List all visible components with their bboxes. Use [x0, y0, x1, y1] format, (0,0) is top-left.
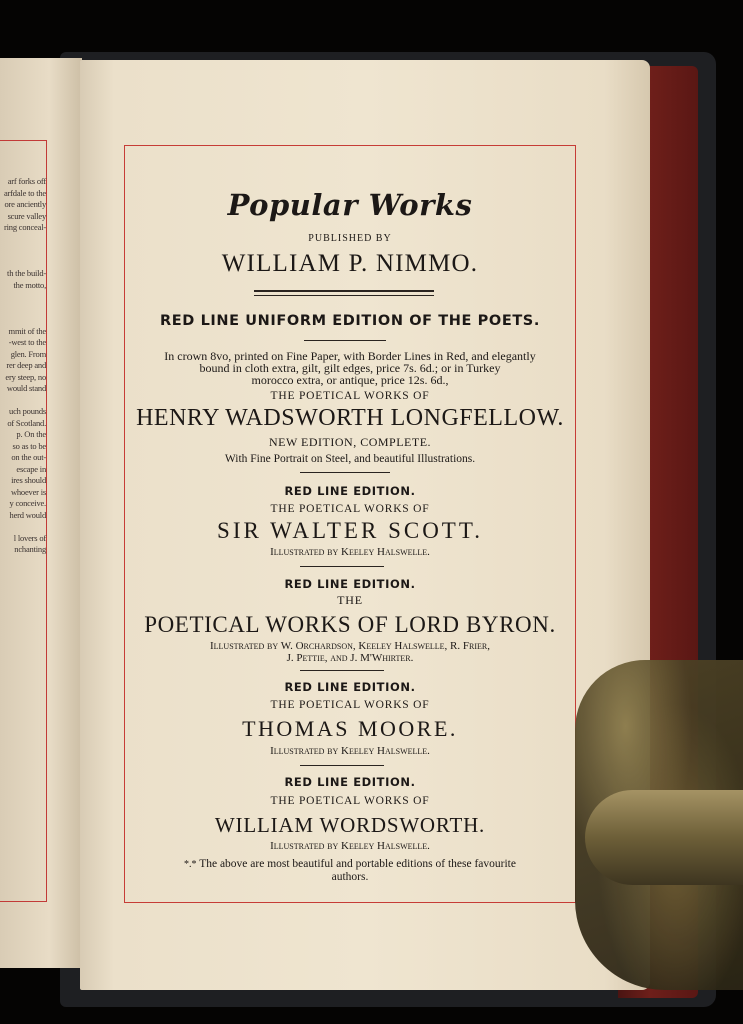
poetical-works-label-3: THE	[337, 593, 363, 607]
longfellow-illustrations: With Fine Portrait on Steel, and beautiful Illustrations.	[224, 453, 476, 465]
scott-illustrated-text: Illustrated by Keeley Halswelle.	[270, 546, 430, 558]
description-line-3: morocco extra, or antique, price 12s. 6d.,	[251, 373, 449, 387]
published-by: PUBLISHED BY	[308, 233, 392, 244]
rule-4	[300, 765, 384, 766]
byron-illustrated-text: Illustrated by W. Orchardson, Keeley Halswelle, R. Frier,	[209, 640, 490, 652]
red-line-edition-wordsworth: RED LINE EDITION.	[284, 775, 416, 789]
poet-wordsworth: WILLIAM WORDSWORTH.	[214, 813, 486, 837]
description-line-1: In crown 8vo, printed on Fine Paper, with Border Lines in Red, and elegantly	[164, 349, 536, 363]
series-rule	[304, 340, 386, 341]
poetical-works-label-5: THE POETICAL WORKS OF	[270, 795, 430, 807]
left-page-text: arf forks off arfdale to the ore anciently scure valley ring conceal- th the build- the motto, mmit of the -west to the glen. From rer deep and ery steep, no would stand uch pounds of Scotland. p. On the so as to be on the out- escape in ires should whoever is y conceive. herd would l lovers of nchanting	[3, 176, 46, 554]
brass-ornament-highlight	[585, 790, 743, 885]
title-rule	[254, 290, 434, 292]
longfellow-edition: NEW EDITION, COMPLETE.	[268, 435, 432, 449]
wordsworth-illustrated-text: Illustrated by Keeley Halswelle.	[270, 840, 430, 852]
note-line-2: authors.	[331, 871, 369, 883]
series-heading: RED LINE UNIFORM EDITION OF THE POETS.	[160, 313, 540, 329]
byron-illustrated	[124, 640, 576, 652]
byron-illustrated-text-2: J. Pettie, and J. M'Whirter.	[286, 652, 414, 664]
moore-illustrated-text: Illustrated by Keeley Halswelle.	[270, 745, 430, 757]
publisher-name: WILLIAM P. NIMMO.	[221, 250, 479, 277]
poetical-works-label-2: THE POETICAL WORKS OF	[270, 503, 430, 515]
rule-1	[300, 472, 390, 473]
scott-illustrated	[124, 546, 576, 558]
left-page	[0, 58, 82, 968]
poet-longfellow: HENRY WADSWORTH LONGFELLOW.	[136, 405, 564, 431]
red-line-edition-byron: RED LINE EDITION.	[284, 577, 416, 591]
page-title: Popular Works	[227, 188, 473, 222]
red-line-edition-moore: RED LINE EDITION.	[284, 680, 416, 694]
poetical-works-label-4: THE POETICAL WORKS OF	[270, 699, 430, 711]
red-line-edition-scott: RED LINE EDITION.	[284, 484, 416, 498]
note-mark: *.*	[184, 859, 197, 870]
moore-illustrated	[124, 745, 576, 757]
wordsworth-illustrated	[124, 840, 576, 852]
closing-note	[124, 858, 576, 870]
poetical-works-label-1: THE POETICAL WORKS OF	[270, 390, 430, 402]
rule-3	[300, 670, 384, 671]
poet-moore: THOMAS MOORE.	[242, 716, 458, 741]
description-line-2: bound in cloth extra, gilt, gilt edges, price 7s. 6d.; or in Turkey	[199, 361, 501, 375]
poet-scott: SIR WALTER SCOTT.	[217, 518, 483, 543]
title-rule-thin	[254, 295, 434, 296]
note-line-1: The above are most beautiful and portable editions of these favourite	[199, 858, 516, 870]
byron-illustrated-2	[124, 652, 576, 664]
rule-2	[300, 566, 384, 567]
poet-byron: POETICAL WORKS OF LORD BYRON.	[144, 612, 556, 637]
